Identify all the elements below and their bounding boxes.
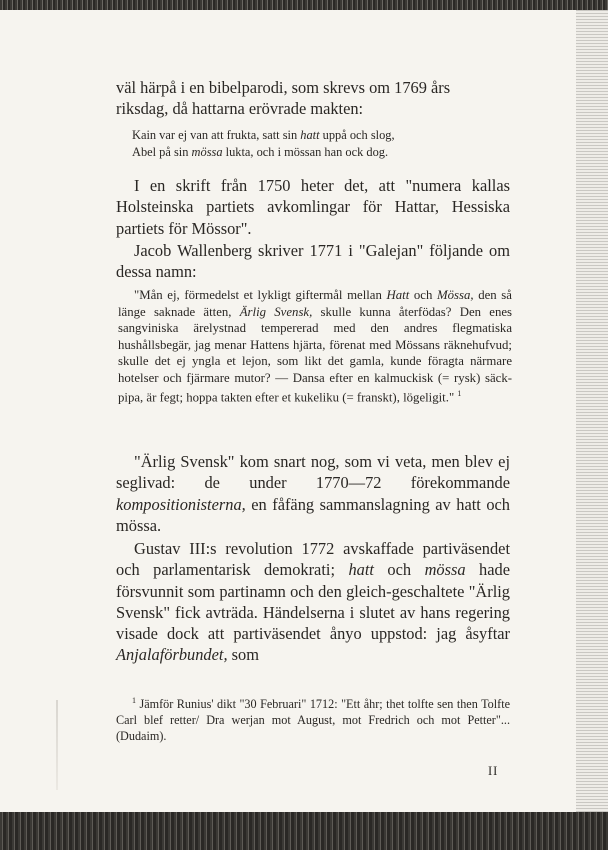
scan-mark xyxy=(56,700,58,790)
footnote xyxy=(116,693,510,744)
paragraph-holstein: I en skrift från 1750 heter det, att "numera kallas Holsteinska partiets avkomlingar för Hattar, Hessiska partiets för Mössor". xyxy=(116,176,510,238)
quote-block xyxy=(116,287,512,406)
footnote-reference: 1 xyxy=(457,389,462,398)
scan-right-edge xyxy=(576,10,608,812)
scan-bottom-border xyxy=(0,812,608,850)
verse-line-1: Kain var ej van att frukta, satt sin hatt uppå och slog, xyxy=(132,128,395,142)
paragraph-gustav: Gustav III:s revolution 1772 avskaffade partiväsendet och parlamentarisk demokrati; hatt och mössa hade försvunnit som partinamn och den gleich-geschaltete "Ärlig Svensk" fick avträda. Händelserna i slutet av hans regering visade dock att partiväsendet ånyo uppstod: jag åsyftar Anjalaförbundet, som xyxy=(116,539,510,665)
opening-paragraph xyxy=(116,77,510,120)
footnote-mark: 1 xyxy=(132,696,136,705)
opening-line-1: väl härpå i en bibelparodi, som skrevs om 1769 års xyxy=(116,78,451,97)
footnote-text: Jämför Runius' dikt "30 Februari" 1712: "Ett åhr; thet tolfte sen then Tolfte Carl blef retter/ Dra werjan mot August, mot Fredrich och mot Petter"... (Dudaim). xyxy=(116,697,510,743)
quote-text: "Mån ej, förmedelst et lykligt giftermål mellan Hatt och Mössa, den så länge saknade ätten, Ärlig Svensk, skulle kunna återfödas? Den enes sangviniska ärelystnad tempererad med den andres flegmatiska hushållsbegär, jag menar Hattens hjärta, förenat med Mössans räknehufvud; skulle det ej yngla et lejon, som likt det gamla, kunde föragta närmare hotelser och fjärmare mutor? — Dansa efter en kalmuckisk (= rysk) säck-pipa, är fegt; hoppa takten efter et kukeliku (= franskt), lögeligit." $^1$ xyxy=(118,288,512,405)
scan-top-border xyxy=(0,0,608,10)
paragraph-wallenberg: Jacob Wallenberg skriver 1771 i "Galejan" följande om dessa namn: xyxy=(116,241,510,282)
paragraph-arlig-svensk: "Ärlig Svensk" kom snart nog, som vi veta, men blev ej seglivad: de under 1770—72 förekommande kompositionisterna, en fåfäng sammanslagning av hatt och mössa. xyxy=(116,452,510,535)
verse-block xyxy=(116,127,526,161)
page-number: II xyxy=(488,764,499,778)
opening-line-2: riksdag, då hattarna erövrade makten: xyxy=(116,99,364,119)
verse-line-2: Abel på sin mössa lukta, och i mössan han ock dog. xyxy=(132,145,389,159)
